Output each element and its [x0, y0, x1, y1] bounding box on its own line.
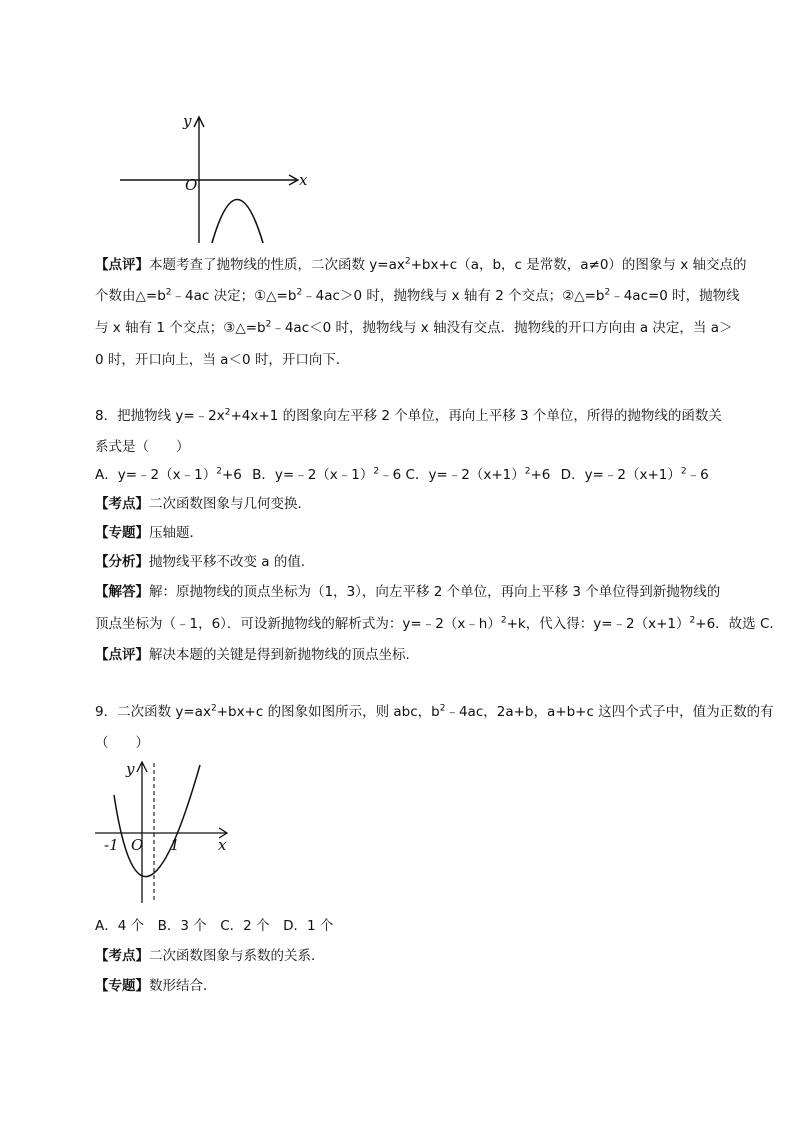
parabola-figure-2	[92, 757, 242, 905]
y-label: y	[126, 760, 135, 778]
option-b: B．y=﹣2（x﹣1）$^2$﹣6	[252, 466, 402, 483]
q8-zhuanti: 【专题】压轴题．	[95, 525, 203, 541]
q9-kaodian: 【考点】二次函数图象与系数的关系．	[95, 948, 325, 964]
q9-line-2: （ ）	[95, 735, 149, 751]
y-label: y	[183, 112, 192, 130]
tick-label-1: 1	[170, 836, 180, 854]
q8-line-1: 8．把抛物线 $y=﹣2x^2+4x+1$ 的图象向左平移 2 个单位，再向上平移 3 个单位，所得的抛物线的函数关	[95, 407, 722, 424]
option-d: D．$y=﹣2(x+1)^2﹣6$	[560, 466, 709, 483]
option-a: A．y=﹣2（x﹣1）$^2$+6	[95, 466, 242, 483]
comment-head: 【点评】	[95, 257, 149, 273]
comment7-line-1: 【点评】本题考查了抛物线的性质，二次函数 $y=ax^2+bx+c(a$，b，c 是常数，a≠0）的图象与 x 轴交点的	[95, 256, 747, 273]
q8-options	[95, 465, 709, 485]
x-label: x	[299, 171, 308, 189]
parabola-figure-1	[115, 108, 310, 248]
x-label: x	[218, 836, 227, 854]
q8-fenxi: 【分析】抛物线平移不改变 a 的值．	[95, 554, 315, 570]
q9-line-1: 9．二次函数 $y=ax^2+bx+c$ 的图象如图所示，则 abc，$b^2﹣4ac$，2a+b，a+b+c 这四个式子中，值为正数的有	[95, 703, 774, 720]
origin-label: O	[185, 176, 198, 194]
q8-dianping: 【点评】解决本题的关键是得到新抛物线的顶点坐标．	[95, 647, 419, 663]
comment7-line-4: 0 时，开口向上，当 a＜0 时，开口向下．	[95, 352, 350, 368]
comment7-line-3: 与 x 轴有 1 个交点；$③\triangle=b^2﹣4ac<0$ 时，抛物线与 x 轴没有交点．抛物线的开口方向由 a 决定，当 a＞	[95, 319, 733, 336]
q9-zhuanti: 【专题】数形结合．	[95, 978, 217, 994]
q8-jieda-1: 【解答】解：原抛物线的顶点坐标为（1，3），向左平移 2 个单位，再向上平移 3 个单位得到新抛物线的	[95, 584, 721, 600]
q8-jieda-2: 顶点坐标为（﹣1，6）．可设新抛物线的解析式为：y=﹣2（x﹣h）$^2$+k，代入得：$y=﹣2(x+1)^2+6$．故选 C．	[95, 615, 783, 632]
q9-options: A．4 个 B．3 个 C．2 个 D．1 个	[95, 918, 334, 934]
origin-label: O	[131, 836, 144, 854]
parabola-curve	[114, 765, 200, 877]
option-c: C．$y=﹣2(x+1)^2+6$	[405, 466, 551, 483]
q8-kaodian: 【考点】二次函数图象与几何变换．	[95, 496, 311, 512]
parabola-curve	[212, 200, 263, 244]
q8-line-2: 系式是（ ）	[95, 439, 190, 455]
tick-label-neg1: -1	[104, 836, 119, 854]
comment7-line-2: 个数由$\triangle=b^2﹣4ac$ 决定；$①\triangle=b^2﹣4ac>0$ 时，抛物线与 x 轴有 2 个交点；$②\triangle=b^2﹣4ac=0$ 时，抛物线	[95, 287, 740, 304]
